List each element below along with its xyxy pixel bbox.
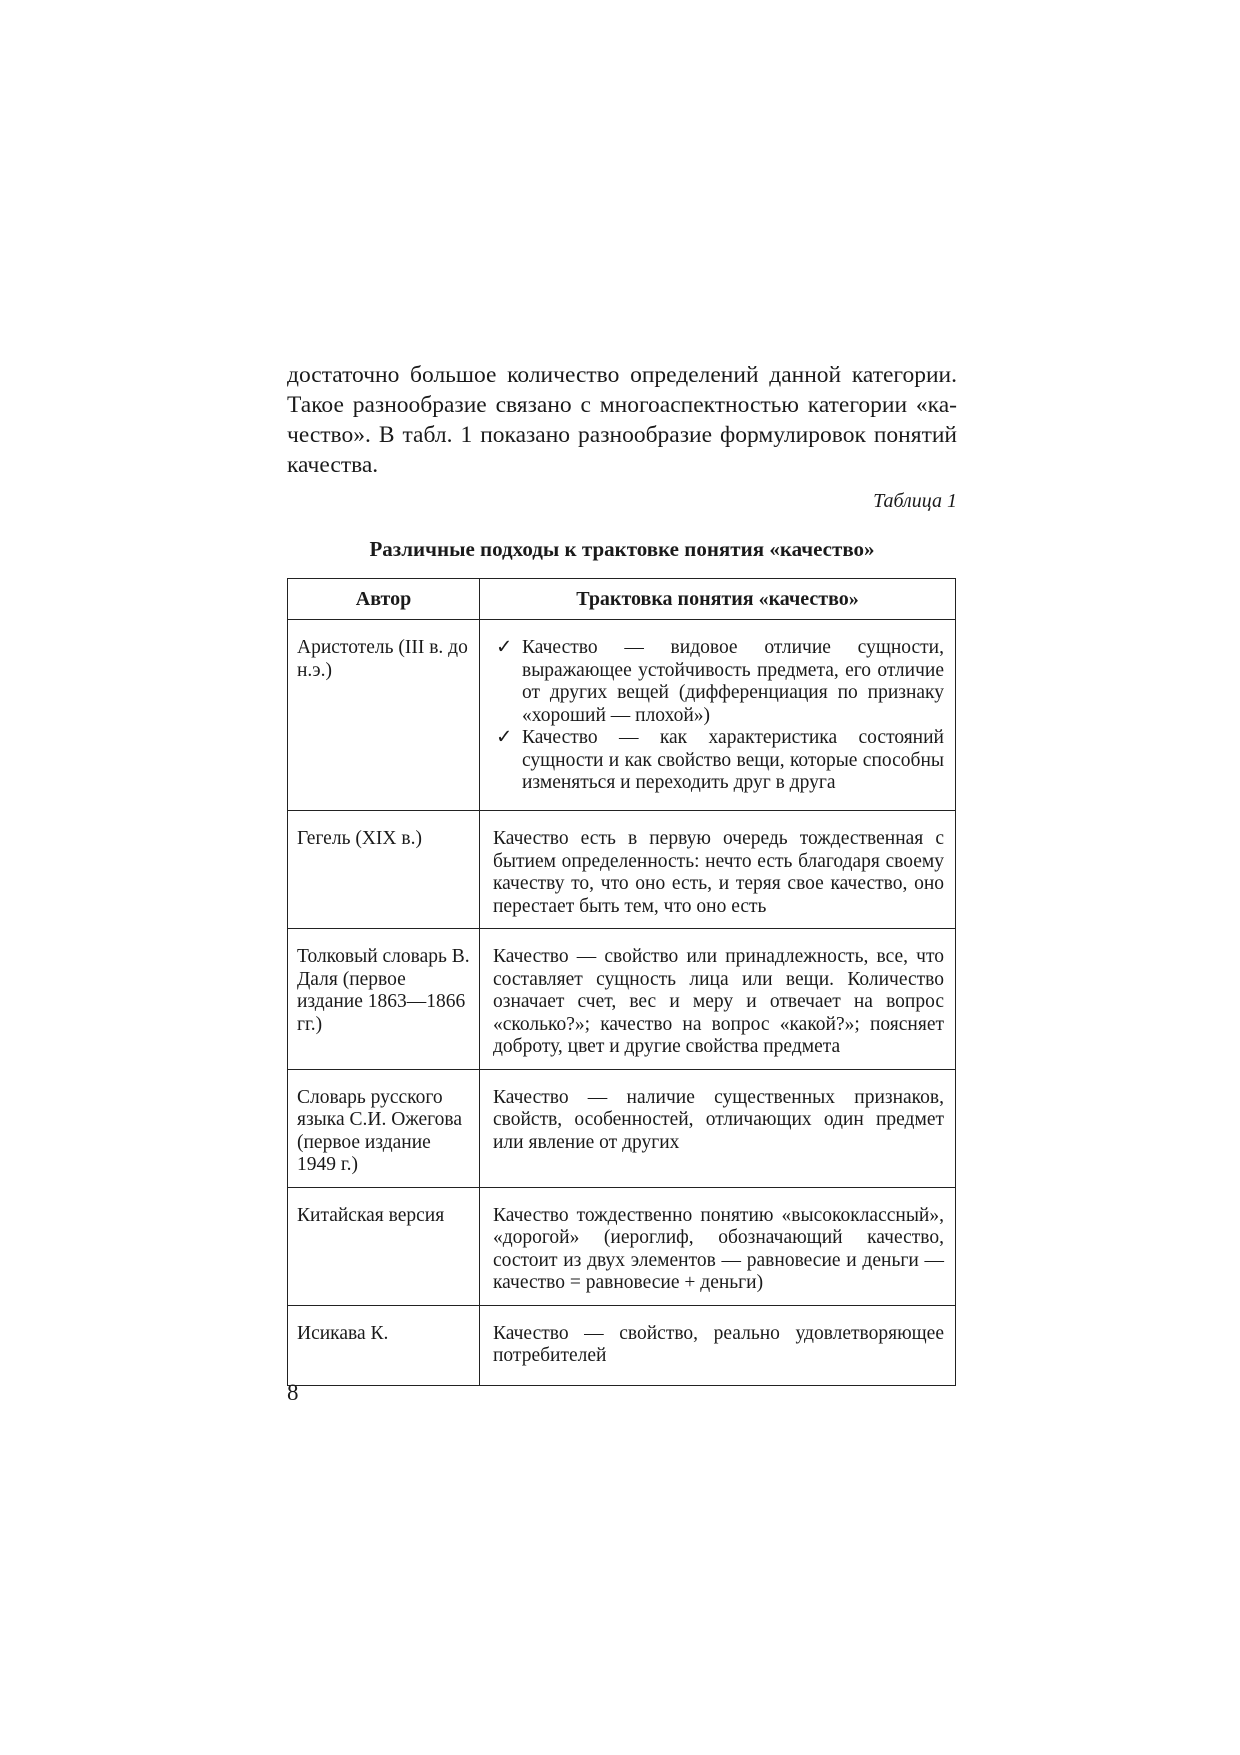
table-row <box>288 811 956 929</box>
author-cell: Гегель (XIX в.) <box>288 811 480 929</box>
list-item-text: Качество — видовое отличие сущности, выражающее устойчивость предмета, его отличие от других вещей (дифференциация по признаку «хороший — плохой») <box>522 637 944 726</box>
check-icon: ✓ <box>496 727 513 748</box>
author-cell: Словарь русского языка С.И. Ожегова (первое издание 1949 г.) <box>288 1069 480 1187</box>
table-header-row <box>288 579 956 620</box>
list-item-text: Качество — как характеристика состояний сущности и как свойство вещи, которые способны изменяться и переходить друг в друга <box>522 727 944 793</box>
definition-cell: Качество — наличие существенных признаков, свойств, особенностей, отличающих один предмет или явление от других <box>480 1069 956 1187</box>
definition-cell: Качество есть в первую очередь тождественная с бытием определенность: нечто есть благодаря своему качеству то, что оно есть, и теряя свое качество, оно перестает быть тем, что оно есть <box>480 811 956 929</box>
table-row <box>288 1069 956 1187</box>
table-row <box>288 1305 956 1385</box>
author-cell: Аристотель (III в. до н.э.) <box>288 620 480 811</box>
intro-line: достаточно большое количество определений данной категории. <box>287 362 957 388</box>
table-row <box>288 929 956 1070</box>
author-cell: Исикава К. <box>288 1305 480 1385</box>
definition-cell: Качество тождественно понятию «высококлассный», «дорогой» (иероглиф, обозначающий качество, состоит из двух элементов — равновесие и деньги — качество = равновесие + деньги) <box>480 1187 956 1305</box>
definition-cell <box>480 620 956 811</box>
definition-list <box>493 637 944 795</box>
page-number: 8 <box>287 1380 299 1405</box>
check-icon: ✓ <box>496 637 513 658</box>
list-item <box>493 727 944 795</box>
author-cell: Толковый словарь В. Даля (первое издание 1863—1866 гг.) <box>288 929 480 1070</box>
table-label: Таблица 1 <box>873 490 957 512</box>
header-definition: Трактовка понятия «качество» <box>480 579 956 620</box>
table-row <box>288 620 956 811</box>
intro-line: качества. <box>287 452 379 478</box>
author-cell: Китайская версия <box>288 1187 480 1305</box>
intro-paragraph <box>287 360 957 480</box>
definition-cell: Качество — свойство, реально удовлетворяющее потребителей <box>480 1305 956 1385</box>
header-author: Автор <box>288 579 480 620</box>
table-row <box>288 1187 956 1305</box>
intro-line: Такое разнообразие связано с многоаспектностью категории «ка- <box>287 392 957 418</box>
definitions-table <box>287 578 956 1386</box>
list-item <box>493 637 944 727</box>
intro-line: чество». В табл. 1 показано разнообразие формулировок понятий <box>287 422 957 448</box>
definition-cell: Качество — свойство или принадлежность, все, что составляет сущность лица или вещи. Количество означает счет, вес и меру и отвечает на вопрос «сколько?»; качество на вопрос «какой?»; поясняет доброту, цвет и другие свойства предмета <box>480 929 956 1070</box>
table-title: Различные подходы к трактовке понятия «качество» <box>369 537 875 561</box>
